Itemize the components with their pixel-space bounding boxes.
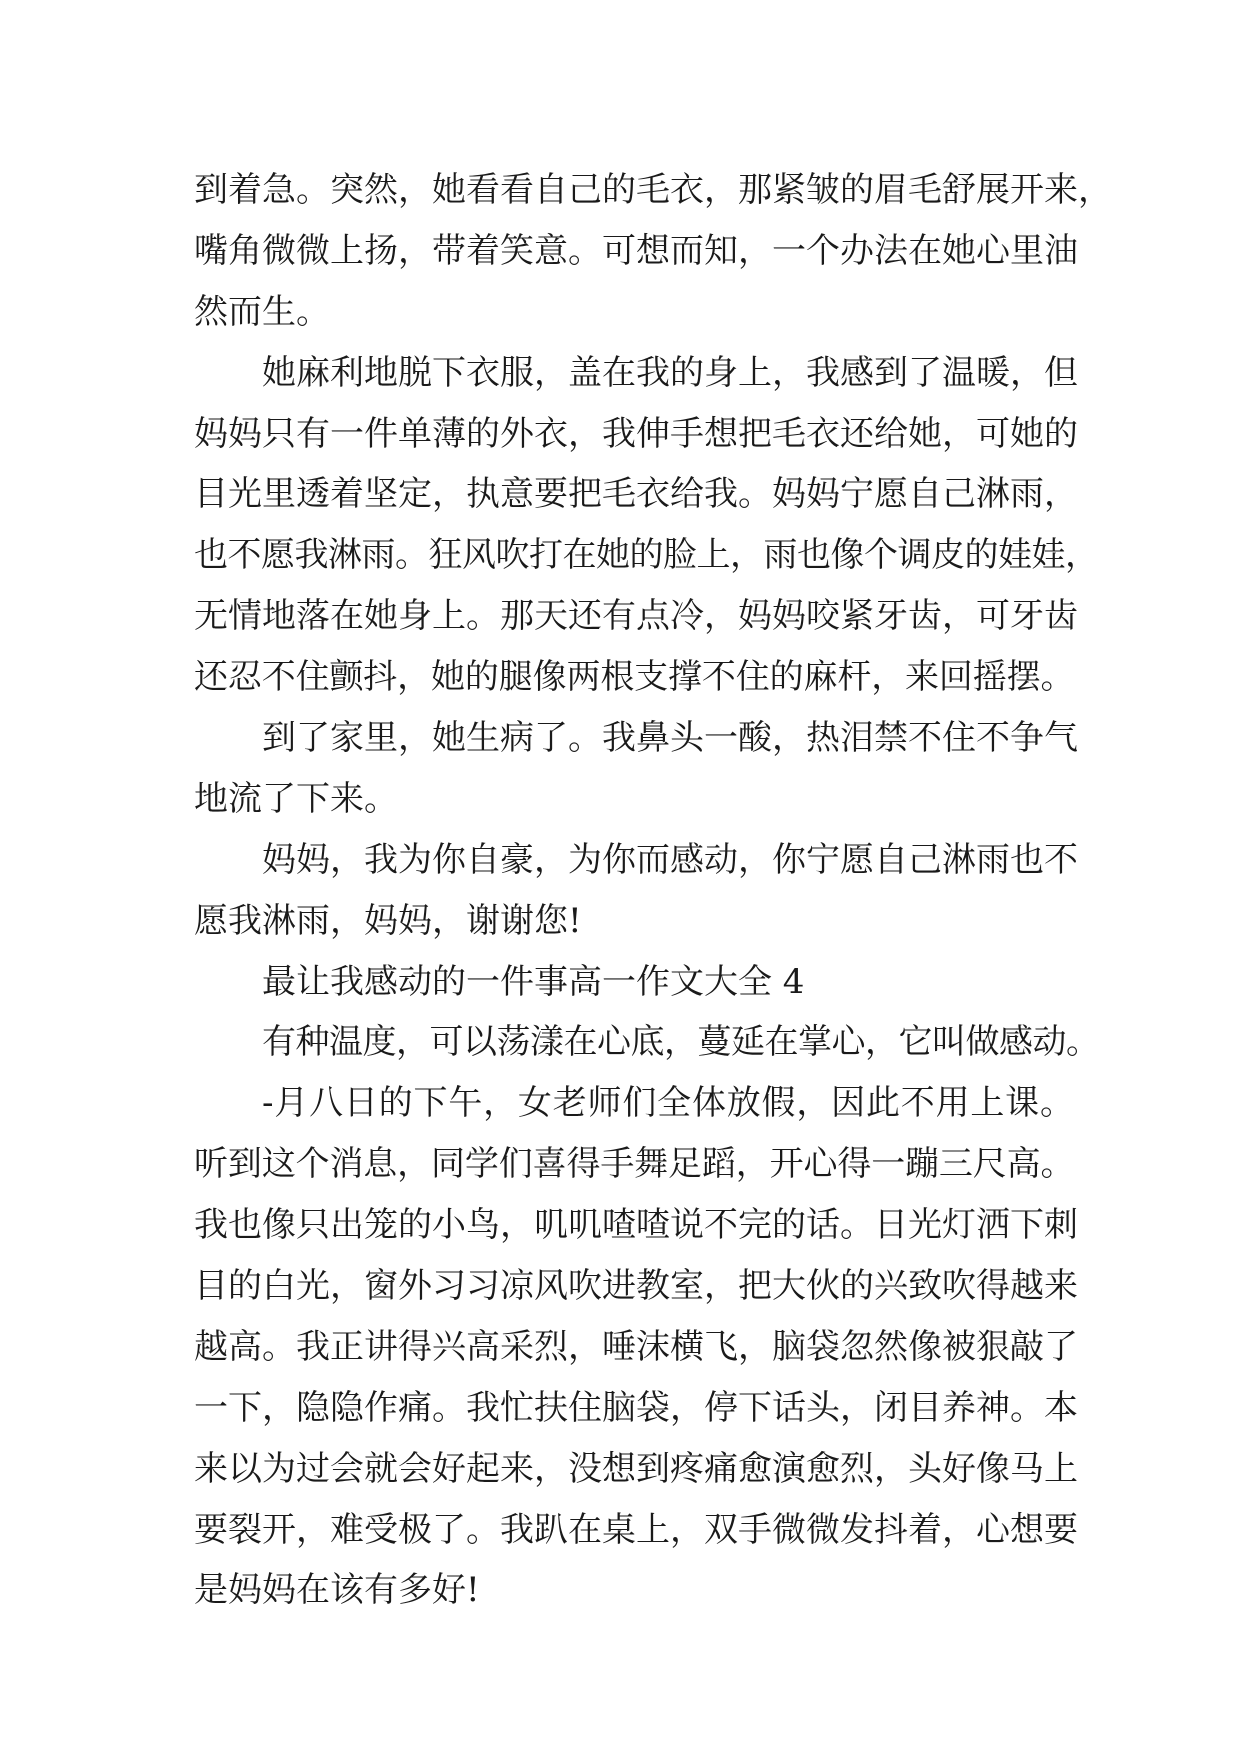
text-line: 是妈妈在该有多好! bbox=[194, 1570, 480, 1611]
paragraph-home-sick bbox=[194, 708, 1078, 830]
heading-line: 最让我感动的一件事高一作文大全 4 bbox=[262, 961, 805, 1002]
paragraph-headache bbox=[194, 1073, 1078, 1621]
text-line: 妈妈只有一件单薄的外衣，我伸手想把毛衣还给她，可她的 bbox=[194, 413, 1078, 454]
text-line: 目的白光，窗外习习凉风吹进教室，把大伙的兴致吹得越来 bbox=[194, 1266, 1078, 1307]
text-line: 我也像只出笼的小鸟，叽叽喳喳说不完的话。日光灯洒下刺 bbox=[194, 1205, 1078, 1246]
text-line: 目光里透着坚定，执意要把毛衣给我。妈妈宁愿自己淋雨， bbox=[194, 474, 1078, 515]
paragraph-warmth bbox=[194, 1012, 1100, 1073]
text-line: 到着急。突然，她看看自己的毛衣，那紧皱的眉毛舒展开来， bbox=[194, 170, 1112, 210]
text-line: 越高。我正讲得兴高采烈，唾沫横飞，脑袋忽然像被狠敲了 bbox=[194, 1326, 1078, 1367]
paragraph-thanks bbox=[194, 830, 1078, 952]
text-line: 妈妈，我为你自豪，为你而感动，你宁愿自己淋雨也不 bbox=[262, 839, 1078, 880]
text-line: -月八日的下午，女老师们全体放假，因此不用上课。 bbox=[262, 1083, 1074, 1124]
text-line: 到了家里，她生病了。我鼻头一酸，热泪禁不住不争气 bbox=[262, 718, 1078, 759]
text-line: 无情地落在她身上。那天还有点冷，妈妈咬紧牙齿，可牙齿 bbox=[194, 596, 1078, 637]
text-line: 她麻利地脱下衣服，盖在我的身上，我感到了温暖，但 bbox=[262, 352, 1078, 393]
text-line: 听到这个消息，同学们喜得手舞足蹈，开心得一蹦三尺高。 bbox=[194, 1144, 1074, 1185]
text-line: 地流了下来。 bbox=[194, 778, 398, 819]
text-line: 有种温度，可以荡漾在心底，蔓延在掌心，它叫做感动。 bbox=[262, 1022, 1100, 1063]
text-line: 要裂开，难受极了。我趴在桌上，双手微微发抖着，心想要 bbox=[194, 1509, 1078, 1550]
text-line: 一下，隐隐作痛。我忙扶住脑袋，停下话头，闭目养神。本 bbox=[194, 1387, 1078, 1428]
paragraph-sweater bbox=[194, 343, 1099, 708]
text-line: 还忍不住颤抖，她的腿像两根支撑不住的麻杆，来回摇摆。 bbox=[194, 657, 1074, 698]
paragraph-rain-worry bbox=[194, 160, 1112, 343]
section-heading bbox=[194, 952, 1074, 1013]
document-body bbox=[194, 160, 1112, 1621]
text-line: 愿我淋雨，妈妈，谢谢您! bbox=[194, 900, 582, 941]
text-line: 来以为过会就会好起来，没想到疼痛愈演愈烈，头好像马上 bbox=[194, 1448, 1078, 1489]
text-line: 嘴角微微上扬，带着笑意。可想而知，一个办法在她心里油 bbox=[194, 230, 1078, 271]
text-line: 也不愿我淋雨。狂风吹打在她的脸上，雨也像个调皮的娃娃， bbox=[194, 535, 1099, 576]
text-line: 然而生。 bbox=[194, 291, 330, 332]
